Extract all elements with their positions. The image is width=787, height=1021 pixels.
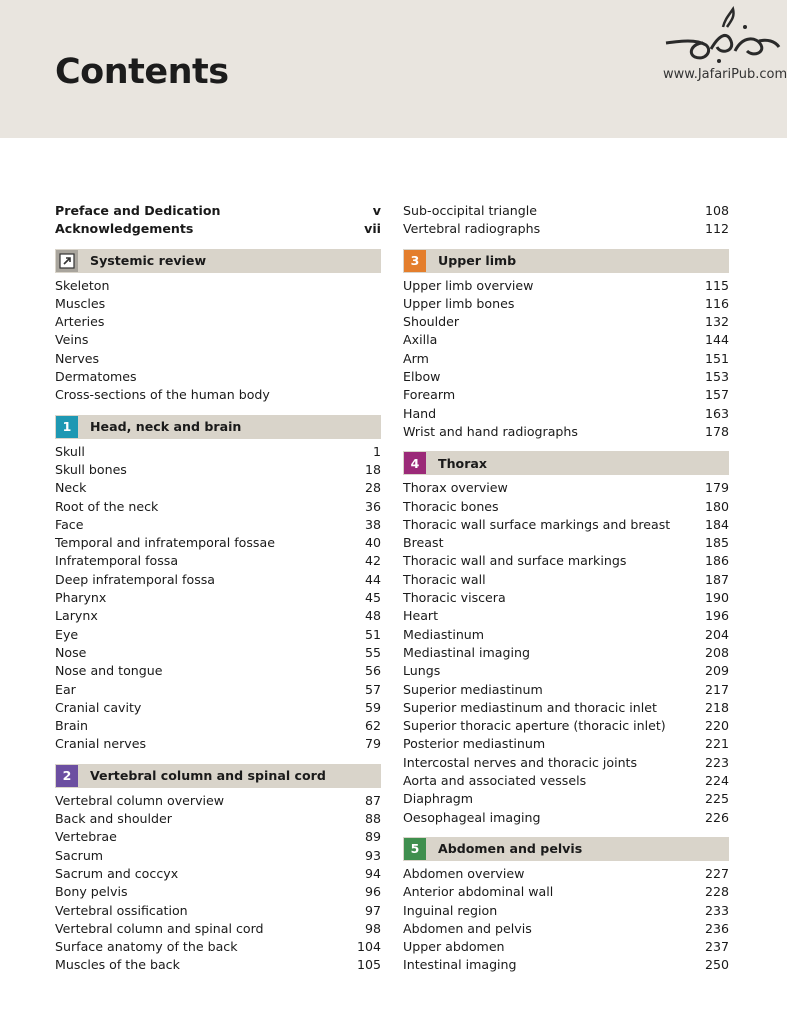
entry-label: Larynx bbox=[55, 608, 98, 624]
entry-page: 209 bbox=[704, 663, 729, 679]
toc-entry[interactable] bbox=[55, 717, 381, 735]
entry-label: Upper limb overview bbox=[403, 277, 534, 293]
entry-label: Bony pelvis bbox=[55, 884, 128, 900]
entry-page: 105 bbox=[356, 957, 381, 973]
entry-page: 157 bbox=[704, 387, 729, 403]
entry-page: 116 bbox=[704, 295, 729, 311]
entry-page: 57 bbox=[364, 681, 381, 697]
entry-label: Oesophageal imaging bbox=[403, 809, 541, 825]
toc-entry[interactable] bbox=[403, 423, 729, 441]
entry-label: Sacrum and coccyx bbox=[55, 865, 179, 881]
toc-entry[interactable] bbox=[403, 277, 729, 295]
entry-label: Muscles of the back bbox=[55, 957, 180, 973]
toc-entry[interactable] bbox=[403, 313, 729, 331]
entry-page: 88 bbox=[364, 811, 381, 827]
toc-entry[interactable] bbox=[403, 772, 729, 790]
toc-entry[interactable] bbox=[403, 865, 729, 883]
page-header bbox=[0, 0, 787, 138]
entry-page: 225 bbox=[704, 791, 729, 807]
toc-entry[interactable] bbox=[55, 828, 381, 846]
entry-page: 221 bbox=[704, 736, 729, 752]
entry-page: 184 bbox=[704, 516, 729, 532]
toc-entry[interactable] bbox=[403, 662, 729, 680]
entry-page: 186 bbox=[704, 553, 729, 569]
entry-page: 228 bbox=[704, 884, 729, 900]
entry-page: 42 bbox=[364, 553, 381, 569]
entry-label: Vertebral ossification bbox=[55, 902, 188, 918]
entry-page: 223 bbox=[704, 754, 729, 770]
toc-entry[interactable] bbox=[55, 902, 381, 920]
toc-entry[interactable] bbox=[55, 277, 381, 295]
toc-entry[interactable] bbox=[55, 644, 381, 662]
entry-label: Back and shoulder bbox=[55, 811, 172, 827]
toc-entry[interactable] bbox=[403, 552, 729, 570]
entry-page: 108 bbox=[704, 203, 729, 218]
entry-label: Heart bbox=[403, 608, 439, 624]
entry-label: Skull bbox=[55, 443, 85, 459]
entry-label: Muscles bbox=[55, 295, 106, 311]
entry-label: Superior mediastinum and thoracic inlet bbox=[403, 699, 657, 715]
entry-page: 217 bbox=[704, 681, 729, 697]
external-link-icon bbox=[56, 250, 78, 272]
toc-entry[interactable] bbox=[403, 956, 729, 974]
section-header-3 bbox=[403, 249, 729, 273]
toc-entry[interactable] bbox=[55, 626, 381, 644]
entry-label: Hand bbox=[403, 405, 437, 421]
entry-label: Veins bbox=[55, 332, 89, 348]
entry-label: Vertebral column overview bbox=[55, 792, 225, 808]
entry-label: Thoracic wall surface markings and breast bbox=[403, 516, 671, 532]
toc-entry[interactable] bbox=[55, 662, 381, 680]
calligraphy-logo-icon bbox=[661, 5, 781, 67]
section-2-list bbox=[55, 792, 381, 975]
entry-label: Intercostal nerves and thoracic joints bbox=[403, 754, 638, 770]
toc-entry[interactable] bbox=[55, 792, 381, 810]
entry-page: 226 bbox=[704, 809, 729, 825]
toc-entry[interactable] bbox=[403, 607, 729, 625]
toc-entry[interactable] bbox=[403, 202, 729, 220]
toc-entry[interactable] bbox=[403, 699, 729, 717]
entry-label: Superior thoracic aperture (thoracic inlet) bbox=[403, 718, 666, 734]
entry-page: 185 bbox=[704, 535, 729, 551]
entry-page: 96 bbox=[364, 884, 381, 900]
entry-page: 28 bbox=[364, 480, 381, 496]
section-number-badge: 5 bbox=[404, 838, 426, 860]
entry-page: 163 bbox=[704, 405, 729, 421]
entry-page: 208 bbox=[704, 644, 729, 660]
toc-entry[interactable] bbox=[55, 699, 381, 717]
systemic-review-list bbox=[55, 277, 381, 405]
toc-entry[interactable] bbox=[403, 920, 729, 938]
entry-page: 233 bbox=[704, 902, 729, 918]
entry-page: 218 bbox=[704, 699, 729, 715]
entry-label: Cranial cavity bbox=[55, 699, 142, 715]
toc-entry[interactable] bbox=[55, 516, 381, 534]
entry-label: Breast bbox=[403, 535, 444, 551]
entry-page: 40 bbox=[364, 535, 381, 551]
section-2-continued-list bbox=[403, 202, 729, 239]
toc-entry[interactable] bbox=[403, 938, 729, 956]
section-header-1 bbox=[55, 415, 381, 439]
section-number-badge: 3 bbox=[404, 250, 426, 272]
entry-label: Sub-occipital triangle bbox=[403, 203, 538, 218]
entry-label: Arteries bbox=[55, 314, 105, 330]
entry-page: 196 bbox=[704, 608, 729, 624]
entry-page: 36 bbox=[364, 498, 381, 514]
entry-page: 224 bbox=[704, 773, 729, 789]
toc-entry[interactable] bbox=[55, 220, 381, 238]
toc-entry[interactable] bbox=[403, 368, 729, 386]
section-1-list bbox=[55, 443, 381, 754]
entry-page: 1 bbox=[372, 443, 381, 459]
entry-page: 220 bbox=[704, 718, 729, 734]
section-number-badge: 2 bbox=[56, 765, 78, 787]
toc-entry[interactable] bbox=[55, 368, 381, 386]
entry-page: 93 bbox=[364, 847, 381, 863]
entry-label: Upper abdomen bbox=[403, 939, 505, 955]
entry-label: Preface and Dedication bbox=[55, 203, 221, 218]
entry-label: Upper limb bones bbox=[403, 295, 515, 311]
toc-entry[interactable] bbox=[403, 516, 729, 534]
section-title: Abdomen and pelvis bbox=[438, 841, 583, 857]
toc-entry[interactable] bbox=[55, 534, 381, 552]
toc-entry[interactable] bbox=[55, 920, 381, 938]
publisher-logo bbox=[655, 5, 785, 85]
entry-page: 38 bbox=[364, 516, 381, 532]
entry-page: vii bbox=[364, 221, 381, 237]
toc-entry[interactable] bbox=[403, 295, 729, 313]
entry-page: 56 bbox=[364, 663, 381, 679]
toc-entry[interactable] bbox=[55, 331, 381, 349]
entry-page: 236 bbox=[704, 920, 729, 936]
entry-label: Cranial nerves bbox=[55, 736, 147, 752]
toc-entry[interactable] bbox=[55, 883, 381, 901]
entry-page: 250 bbox=[704, 957, 729, 973]
contents-right-column bbox=[403, 202, 729, 975]
entry-page: v bbox=[372, 203, 381, 218]
entry-label: Dermatomes bbox=[55, 369, 137, 385]
entry-label: Anterior abdominal wall bbox=[403, 884, 554, 900]
logo-url-text: www.JafariPub.com bbox=[663, 67, 787, 82]
entry-label: Aorta and associated vessels bbox=[403, 773, 587, 789]
entry-page: 18 bbox=[364, 461, 381, 477]
entry-page: 151 bbox=[704, 350, 729, 366]
entry-label: Skull bones bbox=[55, 461, 127, 477]
entry-label: Abdomen overview bbox=[403, 865, 525, 881]
entry-page: 204 bbox=[704, 626, 729, 642]
entry-label: Posterior mediastinum bbox=[403, 736, 546, 752]
entry-page: 48 bbox=[364, 608, 381, 624]
toc-entry[interactable] bbox=[55, 865, 381, 883]
entry-page: 98 bbox=[364, 920, 381, 936]
entry-label: Brain bbox=[55, 718, 89, 734]
toc-entry[interactable] bbox=[55, 810, 381, 828]
entry-label: Forearm bbox=[403, 387, 456, 403]
toc-entry[interactable] bbox=[55, 589, 381, 607]
entry-page: 237 bbox=[704, 939, 729, 955]
entry-label: Elbow bbox=[403, 369, 441, 385]
entry-label: Temporal and infratemporal fossae bbox=[55, 535, 275, 551]
entry-label: Ear bbox=[55, 681, 76, 697]
entry-page: 89 bbox=[364, 829, 381, 845]
entry-page: 178 bbox=[704, 423, 729, 439]
section-header-systemic-review bbox=[55, 249, 381, 273]
entry-label: Inguinal region bbox=[403, 902, 498, 918]
entry-page: 44 bbox=[364, 571, 381, 587]
entry-page: 144 bbox=[704, 332, 729, 348]
section-4-list bbox=[403, 479, 729, 827]
toc-entry[interactable] bbox=[55, 571, 381, 589]
toc-entry[interactable] bbox=[403, 220, 729, 238]
entry-page: 180 bbox=[704, 498, 729, 514]
section-header-2 bbox=[55, 764, 381, 788]
entry-label: Thoracic wall bbox=[403, 571, 486, 587]
entry-label: Mediastinum bbox=[403, 626, 485, 642]
entry-label: Thorax overview bbox=[403, 480, 508, 496]
section-5-list bbox=[403, 865, 729, 975]
entry-page: 132 bbox=[704, 314, 729, 330]
section-title: Thorax bbox=[438, 455, 488, 471]
toc-entry[interactable] bbox=[403, 717, 729, 735]
entry-page: 97 bbox=[364, 902, 381, 918]
toc-entry[interactable] bbox=[403, 571, 729, 589]
entry-page: 227 bbox=[704, 865, 729, 881]
entry-page: 55 bbox=[364, 644, 381, 660]
toc-entry[interactable] bbox=[55, 607, 381, 625]
toc-entry[interactable] bbox=[55, 313, 381, 331]
entry-page: 179 bbox=[704, 480, 729, 496]
section-header-4 bbox=[403, 451, 729, 475]
toc-entry[interactable] bbox=[55, 202, 381, 220]
toc-entry[interactable] bbox=[55, 681, 381, 699]
entry-page: 87 bbox=[364, 792, 381, 808]
toc-entry[interactable] bbox=[403, 902, 729, 920]
toc-entry[interactable] bbox=[55, 498, 381, 516]
toc-entry[interactable] bbox=[403, 589, 729, 607]
toc-entry[interactable] bbox=[403, 681, 729, 699]
entry-page: 112 bbox=[704, 221, 729, 237]
section-3-list bbox=[403, 277, 729, 442]
page-title: Contents bbox=[55, 52, 229, 92]
entry-page: 153 bbox=[704, 369, 729, 385]
section-title: Upper limb bbox=[438, 253, 517, 269]
toc-entry[interactable] bbox=[55, 350, 381, 368]
entry-label: Nerves bbox=[55, 350, 100, 366]
toc-entry[interactable] bbox=[403, 626, 729, 644]
entry-label: Arm bbox=[403, 350, 429, 366]
toc-entry[interactable] bbox=[55, 443, 381, 461]
toc-entry[interactable] bbox=[403, 754, 729, 772]
entry-label: Deep infratemporal fossa bbox=[55, 571, 216, 587]
toc-entry[interactable] bbox=[55, 956, 381, 974]
section-number-badge: 4 bbox=[404, 452, 426, 474]
entry-label: Sacrum bbox=[55, 847, 104, 863]
entry-page: 190 bbox=[704, 590, 729, 606]
toc-entry[interactable] bbox=[403, 331, 729, 349]
toc-entry[interactable] bbox=[55, 461, 381, 479]
toc-entry[interactable] bbox=[403, 350, 729, 368]
toc-entry[interactable] bbox=[55, 552, 381, 570]
entry-page: 59 bbox=[364, 699, 381, 715]
entry-label: Vertebral radiographs bbox=[403, 221, 541, 237]
toc-entry[interactable] bbox=[403, 386, 729, 404]
toc-entry[interactable] bbox=[403, 498, 729, 516]
contents-left-column bbox=[55, 202, 381, 975]
entry-label: Lungs bbox=[403, 663, 441, 679]
toc-entry[interactable] bbox=[403, 809, 729, 827]
entry-label: Superior mediastinum bbox=[403, 681, 543, 697]
toc-entry[interactable] bbox=[403, 534, 729, 552]
entry-label: Wrist and hand radiographs bbox=[403, 423, 578, 439]
entry-label: Mediastinal imaging bbox=[403, 644, 530, 660]
entry-page: 51 bbox=[364, 626, 381, 642]
entry-label: Abdomen and pelvis bbox=[403, 920, 532, 936]
toc-entry[interactable] bbox=[55, 295, 381, 313]
entry-page: 62 bbox=[364, 718, 381, 734]
toc-entry[interactable] bbox=[403, 883, 729, 901]
entry-label: Skeleton bbox=[55, 277, 110, 293]
entry-label: Cross-sections of the human body bbox=[55, 387, 270, 403]
section-title: Systemic review bbox=[90, 253, 207, 269]
toc-entry[interactable] bbox=[55, 479, 381, 497]
toc-entry[interactable] bbox=[403, 479, 729, 497]
entry-label: Vertebral column and spinal cord bbox=[55, 920, 264, 936]
section-number-badge: 1 bbox=[56, 416, 78, 438]
entry-page: 104 bbox=[356, 939, 381, 955]
toc-entry[interactable] bbox=[55, 735, 381, 753]
entry-label: Acknowledgements bbox=[55, 221, 194, 237]
entry-label: Thoracic bones bbox=[403, 498, 499, 514]
entry-label: Infratemporal fossa bbox=[55, 553, 179, 569]
entry-label: Nose and tongue bbox=[55, 663, 163, 679]
toc-entry[interactable] bbox=[403, 790, 729, 808]
entry-label: Surface anatomy of the back bbox=[55, 939, 238, 955]
entry-label: Axilla bbox=[403, 332, 438, 348]
entry-label: Intestinal imaging bbox=[403, 957, 517, 973]
section-header-5 bbox=[403, 837, 729, 861]
entry-page: 94 bbox=[364, 865, 381, 881]
entry-label: Eye bbox=[55, 626, 79, 642]
toc-entry[interactable] bbox=[55, 847, 381, 865]
entry-label: Root of the neck bbox=[55, 498, 159, 514]
entry-page: 187 bbox=[704, 571, 729, 587]
entry-label: Pharynx bbox=[55, 590, 107, 606]
section-title: Head, neck and brain bbox=[90, 419, 242, 435]
entry-label: Shoulder bbox=[403, 314, 460, 330]
toc-entry[interactable] bbox=[403, 735, 729, 753]
toc-entry[interactable] bbox=[403, 644, 729, 662]
entry-label: Thoracic viscera bbox=[403, 590, 506, 606]
entry-page: 79 bbox=[364, 736, 381, 752]
entry-label: Diaphragm bbox=[403, 791, 474, 807]
toc-entry[interactable] bbox=[55, 386, 381, 404]
entry-page: 45 bbox=[364, 590, 381, 606]
entry-label: Nose bbox=[55, 644, 87, 660]
toc-entry[interactable] bbox=[403, 405, 729, 423]
toc-entry[interactable] bbox=[55, 938, 381, 956]
entry-label: Thoracic wall and surface markings bbox=[403, 553, 627, 569]
entry-label: Neck bbox=[55, 480, 87, 496]
entry-label: Face bbox=[55, 516, 84, 532]
entry-page: 115 bbox=[704, 277, 729, 293]
entry-label: Vertebrae bbox=[55, 829, 117, 845]
section-title: Vertebral column and spinal cord bbox=[90, 768, 326, 784]
